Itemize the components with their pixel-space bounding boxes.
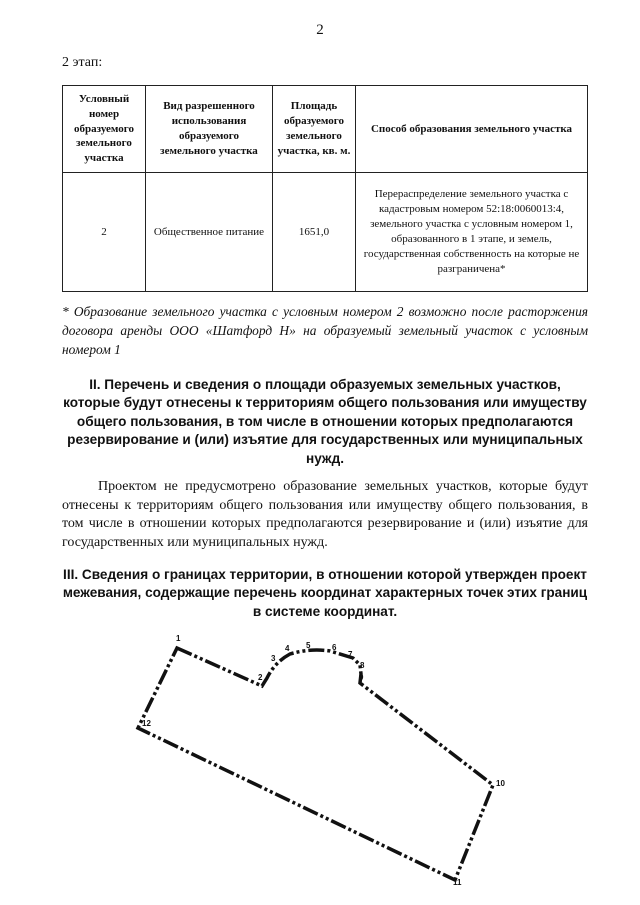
- header-area: Площадь образуемого земельного участка, кв. м.: [273, 86, 356, 173]
- header-conditional-number: Условный номер образуемого земельного участка: [63, 86, 146, 173]
- boundary-outline: [138, 648, 493, 880]
- boundary-point-label: 12: [142, 719, 151, 728]
- boundary-point-label: 8: [360, 661, 365, 670]
- header-formation-method: Способ образования земельного участка: [356, 86, 588, 173]
- boundary-point-label: 6: [332, 643, 337, 652]
- boundary-point-label: 3: [271, 654, 276, 663]
- cell-conditional-number: 2: [63, 173, 146, 292]
- boundary-point-label: 11: [453, 878, 462, 887]
- boundary-point-label: 2: [258, 673, 263, 682]
- page-number: 2: [316, 22, 324, 38]
- boundary-point-label: 5: [306, 641, 311, 650]
- section-2-heading: II. Перечень и сведения о площади образуемых земельных участков, которые будут отнесены к территориям общего пользования или имуществу общего пользования, в том числе в отношении которых предполагаются резервирование и (или) изъятие для государственных или муниципальных нужд.: [63, 377, 587, 466]
- cell-formation-method: Перераспределение земельного участка с кадастровым номером 52:18:0060013:4, земельного участка с условным номером 1, образованного в 1 этапе, и земель, государственная собственность на которые не разграничена*: [356, 173, 588, 292]
- stage-label: 2 этап:: [62, 55, 103, 70]
- section-3-heading: III. Сведения о границах территории, в отношении которой утвержден проект межевания, содержащие перечень координат характерных точек этих границ в системе координат.: [62, 567, 588, 619]
- header-permitted-use: Вид разрешенного использования образуемого земельного участка: [146, 86, 273, 173]
- boundary-point-label: 9: [359, 673, 364, 682]
- section-2-paragraph: Проектом не предусмотрено образование земельных участков, которые будут отнесены к территориям общего пользования или имуществу общего пользования, в том числе в отношении которых предполагаются резервирование и (или) изъятие для государственных или муниципальных нужд.: [62, 479, 588, 550]
- cell-permitted-use: Общественное питание: [146, 173, 273, 292]
- footnote: * Образование земельного участка с условным номером 2 возможно после расторжения договора аренды ООО «Шатфорд Н» на образуемый земельный участок с условным номером 1: [62, 304, 588, 358]
- boundary-diagram: [120, 628, 520, 893]
- boundary-point-label: 1: [176, 634, 181, 643]
- plots-table: [62, 85, 588, 292]
- cell-area: 1651,0: [273, 173, 356, 292]
- boundary-point-label: 10: [496, 779, 505, 788]
- boundary-point-labels: [142, 634, 505, 887]
- boundary-point-label: 7: [348, 650, 353, 659]
- boundary-point-label: 4: [285, 644, 290, 653]
- table-row: [63, 173, 588, 292]
- boundary-path: [138, 648, 493, 880]
- table-header-row: [63, 86, 588, 173]
